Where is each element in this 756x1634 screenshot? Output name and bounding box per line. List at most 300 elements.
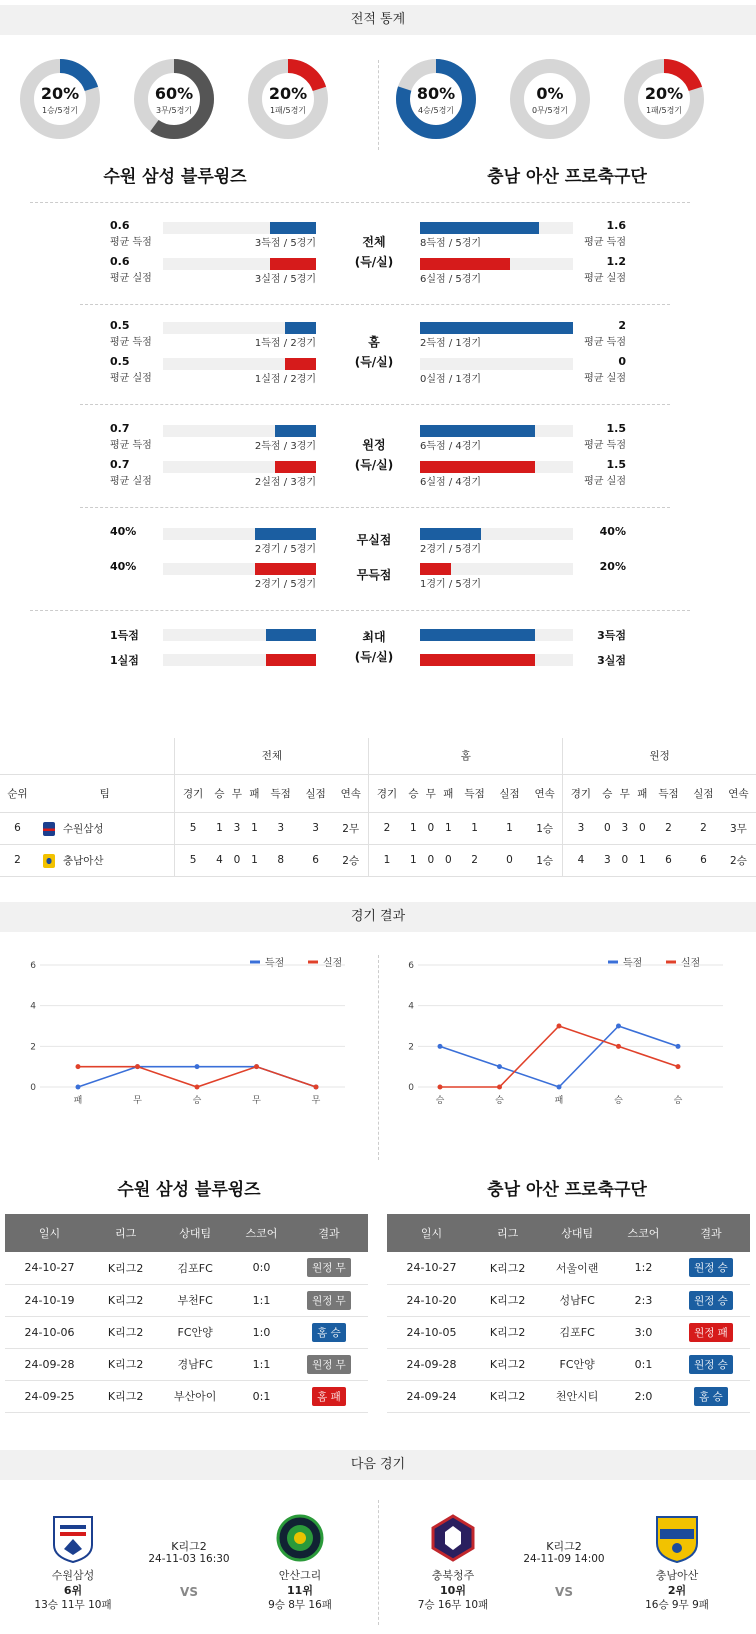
standings-cell: 0 [427, 822, 435, 834]
standings-cell: 1 [383, 854, 391, 866]
team-name: 수원삼성 [62, 822, 104, 835]
data-point [616, 1024, 621, 1029]
home-bar-caption: 2경기 / 5경기 [254, 544, 316, 555]
home-bar [266, 629, 316, 641]
home-bar-caption: 3실점 / 5경기 [254, 274, 316, 285]
x-tick-label: 무 [311, 1096, 321, 1106]
team-crest-icon [43, 822, 55, 836]
result-score: 2:0 [615, 1380, 672, 1412]
result-cell [672, 1284, 750, 1316]
home-bar-caption: 2경기 / 5경기 [254, 579, 316, 590]
standings-col-header: 패 [249, 787, 260, 800]
result-cell [672, 1348, 750, 1380]
donut-subtext: 1패/5경기 [645, 106, 683, 115]
home-form-chart [0, 940, 378, 1170]
result-cell [672, 1252, 750, 1284]
x-tick-label: 패 [73, 1096, 83, 1106]
home-max-value: 1실점 [110, 654, 139, 667]
x-tick-label: 승 [192, 1096, 202, 1106]
away-bar [420, 258, 510, 270]
result-date: 24-09-25 [5, 1380, 94, 1412]
standings-cell: 1 [638, 854, 646, 866]
away-team-title: 충남 아산 프로축구단 [487, 167, 647, 187]
away-stat-label: 평균 득점 [584, 440, 626, 451]
category-label: 최대 [362, 630, 386, 644]
standings-cell: 5 [189, 854, 197, 866]
result-row[interactable] [5, 1252, 368, 1284]
away-bar [420, 654, 535, 666]
series-line-scored [78, 1067, 316, 1087]
home-stat-value: 0.5 [110, 319, 130, 332]
divider [378, 1500, 379, 1625]
result-date: 24-09-28 [387, 1348, 476, 1380]
result-opp: FC안양 [539, 1348, 615, 1380]
standings-group-header: 홈 [369, 738, 563, 774]
result-league: K리그2 [476, 1316, 539, 1348]
x-tick-label: 무 [252, 1096, 261, 1106]
standings-cell: 3 [312, 822, 319, 834]
away-bar-caption: 6득점 / 4경기 [420, 441, 482, 452]
divider [80, 404, 670, 405]
result-score: 1:1 [233, 1284, 290, 1316]
result-opp: 서울이랜 [539, 1252, 615, 1284]
away-stat-value: 1.5 [606, 422, 626, 435]
legend-label: 득점 [265, 958, 285, 969]
result-league: K리그2 [476, 1380, 539, 1412]
data-point [254, 1064, 259, 1069]
donut-6 [624, 59, 704, 139]
result-opp: FC안양 [157, 1316, 233, 1348]
next2-league: K리그2 [546, 1540, 582, 1553]
result-row[interactable] [387, 1284, 750, 1316]
standings-cell: 0 [506, 854, 513, 866]
standings-col-header: 득점 [270, 787, 291, 800]
y-tick-label: 0 [30, 1083, 36, 1093]
home-stat-label: 평균 실점 [110, 273, 152, 284]
home-bar [255, 528, 316, 540]
away-stat-label: 평균 득점 [584, 237, 626, 248]
result-badge: 원정 무 [307, 1291, 351, 1310]
away-stat-value: 20% [599, 560, 626, 573]
y-tick-label: 2 [30, 1042, 36, 1053]
result-score: 2:3 [615, 1284, 672, 1316]
standings-cell: 2 [665, 822, 672, 834]
data-point [497, 1085, 502, 1090]
standings-cell: 4 [577, 854, 585, 866]
home-stat-value: 0.6 [110, 219, 130, 232]
away-results-title: 충남 아산 프로축구단 [487, 1180, 647, 1200]
home-bar [255, 563, 316, 575]
result-date: 24-10-27 [5, 1252, 94, 1284]
donut-subtext: 1패/5경기 [269, 106, 307, 115]
result-badge: 원정 승 [689, 1355, 733, 1374]
result-opp: 김포FC [539, 1316, 615, 1348]
results-col-header: 스코어 [615, 1214, 672, 1252]
result-league: K리그2 [476, 1252, 539, 1284]
standings-cell: 3 [603, 854, 611, 866]
result-row[interactable] [5, 1284, 368, 1316]
standings-cell: 2 [700, 822, 707, 834]
home-team-title: 수원 삼성 블루윙즈 [103, 167, 247, 187]
standings-cell: 2 [471, 854, 478, 866]
result-league: K리그2 [476, 1348, 539, 1380]
divider [80, 304, 670, 305]
result-score: 1:2 [615, 1252, 672, 1284]
rank-cell: 6 [14, 822, 21, 834]
result-badge: 원정 승 [689, 1291, 733, 1310]
away-bar [420, 563, 451, 575]
away-stat-label: 평균 실점 [584, 476, 626, 487]
home-bar-caption: 2득점 / 3경기 [254, 441, 316, 452]
result-score: 0:1 [615, 1348, 672, 1380]
away-bar [420, 629, 535, 641]
standings-cell: 4 [216, 854, 223, 866]
result-opp: 부산아이 [157, 1380, 233, 1412]
category-label: 무실점 [356, 533, 392, 547]
y-tick-label: 4 [408, 1001, 414, 1012]
legend-label: 실점 [681, 958, 701, 969]
next1-team2-rank: 11위 [287, 1584, 313, 1597]
standings-col-header: 실점 [305, 787, 326, 800]
next1-team1-record: 13승 11무 10패 [34, 1599, 112, 1611]
home-results-table [5, 1214, 368, 1413]
home-bar [275, 425, 316, 437]
result-badge: 홈 승 [312, 1323, 346, 1342]
standings-cell: 0 [638, 822, 646, 834]
result-opp: 천안시티 [539, 1380, 615, 1412]
category-sublabel: (득/실) [354, 355, 394, 369]
away-stat-value: 1.5 [606, 458, 626, 471]
home-stat-value: 0.6 [110, 255, 130, 268]
donut-subtext: 1승/5경기 [41, 106, 79, 115]
away-bar-caption: 0실점 / 1경기 [420, 374, 482, 385]
result-badge: 홈 승 [694, 1387, 728, 1406]
next1-league: K리그2 [171, 1540, 207, 1553]
home-bar-caption: 3득점 / 5경기 [254, 238, 316, 249]
result-cell [290, 1348, 368, 1380]
result-row[interactable] [387, 1380, 750, 1412]
home-stat-label: 평균 득점 [110, 440, 152, 451]
result-badge: 원정 무 [307, 1258, 351, 1277]
away-bar-caption: 2득점 / 1경기 [420, 338, 482, 349]
chart-legend [250, 956, 342, 969]
y-tick-label: 0 [408, 1083, 414, 1093]
home-stat-label: 평균 득점 [110, 237, 152, 248]
legend-label: 실점 [323, 958, 343, 969]
x-tick-label: 승 [673, 1096, 683, 1106]
data-point [195, 1064, 200, 1069]
standings-col-header: 승 [214, 787, 225, 800]
next2-team2-rank: 2위 [667, 1584, 687, 1597]
standings-col-header: 연속 [333, 774, 369, 812]
donut-subtext: 3무/5경기 [155, 106, 193, 115]
cheongju-logo-icon [429, 1514, 477, 1562]
chart-legend [608, 956, 700, 969]
result-score: 1:1 [233, 1348, 290, 1380]
donut-percent: 80% [416, 84, 456, 103]
standings-col-header: 연속 [728, 787, 749, 800]
next1-datetime: 24-11-03 16:30 [148, 1553, 230, 1565]
result-row[interactable] [387, 1252, 750, 1284]
home-stat-value: 0.7 [110, 458, 130, 471]
home-bar [270, 222, 316, 234]
standings-cell: 1 [251, 822, 258, 834]
standings-col-header: 득점 [658, 787, 679, 800]
divider [80, 507, 670, 508]
standings-cell: 1승 [527, 844, 563, 876]
result-row[interactable] [5, 1380, 368, 1412]
team-crest-icon [43, 854, 55, 868]
standings-cell: 0 [603, 822, 611, 834]
results-col-header: 상대팀 [157, 1214, 233, 1252]
away-form-chart [378, 940, 756, 1170]
standings-cell: 3 [577, 822, 585, 834]
away-bar-caption: 6실점 / 4경기 [420, 477, 482, 488]
donut-percent: 20% [644, 84, 684, 103]
standings-cell: 2승 [730, 854, 747, 867]
away-results-table [387, 1214, 750, 1413]
donut-percent: 0% [536, 84, 564, 103]
next1-team2-name: 안산그리 [278, 1569, 322, 1582]
next2-team1-name: 충북청주 [431, 1569, 475, 1582]
away-stat-label: 평균 득점 [584, 337, 626, 348]
away-stat-label: 평균 실점 [584, 373, 626, 384]
standings-cell: 1승 [527, 812, 563, 844]
data-point [135, 1064, 140, 1069]
home-bar [266, 654, 316, 666]
standings-col-header: 연속 [527, 774, 563, 812]
away-bar [420, 425, 535, 437]
category-sublabel: (득/실) [354, 650, 394, 664]
data-point [438, 1085, 443, 1090]
result-badge: 원정 승 [689, 1258, 733, 1277]
next2-team2-record: 16승 9무 9패 [645, 1599, 709, 1611]
standings-col-header: 경기 [570, 787, 592, 800]
result-score: 0:1 [233, 1380, 290, 1412]
y-tick-label: 4 [30, 1001, 36, 1012]
away-stat-value: 0 [618, 355, 626, 368]
result-date: 24-09-28 [5, 1348, 94, 1380]
away-max-value: 3실점 [597, 654, 626, 667]
next1-vs: VS [180, 1585, 198, 1599]
result-row[interactable] [5, 1348, 368, 1380]
away-bar [420, 461, 535, 473]
stats-section-header: 전적 통계 [0, 5, 756, 35]
divider [378, 60, 379, 150]
result-cell [672, 1316, 750, 1348]
standings-col-header: 득점 [464, 787, 485, 800]
home-bar [285, 358, 316, 370]
x-tick-label: 패 [554, 1096, 564, 1106]
away-bar [420, 322, 573, 334]
data-point [314, 1085, 319, 1090]
away-stat-value: 2 [618, 319, 626, 332]
standings-cell: 1 [251, 854, 258, 866]
standings-cell: 3 [233, 822, 241, 834]
standings-cell: 0 [621, 854, 629, 866]
standings-cell: 1 [471, 822, 478, 834]
next1-team2-record: 9승 8무 16패 [268, 1599, 332, 1611]
data-point [76, 1085, 81, 1090]
team-name: 충남아산 [62, 854, 104, 867]
standings-cell: 1 [216, 822, 223, 834]
standings-cell: 2 [383, 822, 391, 834]
category-label: 무득점 [356, 568, 392, 582]
result-score: 0:0 [233, 1252, 290, 1284]
standings-col-header: 패 [637, 787, 648, 800]
result-row[interactable] [387, 1348, 750, 1380]
ansan-logo-icon [276, 1514, 324, 1562]
result-date: 24-10-19 [5, 1284, 94, 1316]
result-date: 24-10-06 [5, 1316, 94, 1348]
standings-cell: 8 [277, 854, 284, 866]
home-stat-label: 평균 실점 [110, 373, 152, 384]
donut-3 [248, 59, 328, 139]
data-point [497, 1064, 502, 1069]
donut-subtext: 0무/5경기 [531, 106, 569, 115]
standings-cell: 2승 [333, 844, 369, 876]
result-opp: 김포FC [157, 1252, 233, 1284]
home-stat-label: 평균 득점 [110, 337, 152, 348]
standings-cell: 6 [700, 854, 707, 866]
category-sublabel: (득/실) [354, 458, 394, 472]
data-point [557, 1085, 562, 1090]
next2-team1-rank: 10위 [440, 1584, 466, 1597]
y-tick-label: 6 [408, 961, 414, 971]
result-cell [290, 1252, 368, 1284]
result-badge: 원정 패 [689, 1323, 733, 1342]
result-opp: 경남FC [157, 1348, 233, 1380]
results-col-header: 결과 [290, 1214, 368, 1252]
donut-subtext: 4승/5경기 [417, 106, 455, 115]
next2-team2-name: 충남아산 [655, 1569, 699, 1582]
category-label: 홈 [368, 335, 380, 349]
result-badge: 홈 패 [312, 1387, 346, 1406]
data-point [76, 1064, 81, 1069]
series-line-conceded [440, 1026, 678, 1087]
result-badge: 원정 무 [307, 1355, 351, 1374]
result-cell [672, 1380, 750, 1412]
category-label: 전체 [362, 235, 386, 249]
standings-col-header: 무 [619, 787, 630, 800]
standings-cell: 6 [665, 854, 672, 866]
next2-team1-record: 7승 16무 10패 [417, 1599, 489, 1611]
home-bar [275, 461, 316, 473]
standings-row[interactable] [0, 812, 756, 844]
standings-cell: 3무 [730, 822, 747, 835]
result-score: 1:0 [233, 1316, 290, 1348]
home-stat-value: 0.5 [110, 355, 130, 368]
standings-cell: 5 [189, 822, 197, 834]
home-stat-value: 40% [110, 525, 137, 538]
results-col-header: 상대팀 [539, 1214, 615, 1252]
x-tick-label: 승 [614, 1096, 623, 1106]
away-max-value: 3득점 [597, 629, 626, 642]
standings-col-header: 무 [425, 787, 436, 800]
results-col-header: 리그 [94, 1214, 157, 1252]
suwon-logo-icon [52, 1515, 94, 1563]
home-bar [270, 258, 316, 270]
away-bar-caption: 2경기 / 5경기 [420, 544, 482, 555]
result-row[interactable] [387, 1316, 750, 1348]
next2-datetime: 24-11-09 14:00 [523, 1553, 605, 1565]
result-opp: 부천FC [157, 1284, 233, 1316]
away-stat-value: 40% [599, 525, 626, 538]
next1-team1-rank: 6위 [63, 1584, 83, 1597]
away-bar-caption: 8득점 / 5경기 [420, 238, 482, 249]
x-tick-label: 무 [133, 1096, 142, 1106]
legend-label: 득점 [623, 958, 643, 969]
result-date: 24-10-05 [387, 1316, 476, 1348]
data-point [616, 1044, 621, 1049]
home-results-title: 수원 삼성 블루윙즈 [117, 1180, 261, 1200]
standings-cell: 0 [427, 854, 435, 866]
standings-group-header: 전체 [175, 738, 369, 774]
result-date: 24-09-24 [387, 1380, 476, 1412]
standings-col-header: 승 [602, 787, 613, 800]
home-stat-value: 0.7 [110, 422, 130, 435]
result-league: K리그2 [94, 1316, 157, 1348]
home-bar-caption: 2실점 / 3경기 [254, 477, 316, 488]
result-league: K리그2 [94, 1380, 157, 1412]
standings-col-header: 패 [443, 787, 454, 800]
results-col-header: 결과 [672, 1214, 750, 1252]
standings-row[interactable] [0, 844, 756, 876]
series-line-conceded [78, 1067, 316, 1087]
home-max-value: 1득점 [110, 629, 139, 642]
result-score: 3:0 [615, 1316, 672, 1348]
result-league: K리그2 [94, 1284, 157, 1316]
divider [30, 610, 690, 611]
standings-col-header: 경기 [376, 787, 398, 800]
result-date: 24-10-27 [387, 1252, 476, 1284]
standings-cell: 3 [621, 822, 629, 834]
rank-cell: 2 [14, 854, 21, 866]
data-point [676, 1044, 681, 1049]
result-cell [290, 1380, 368, 1412]
data-point [676, 1064, 681, 1069]
donut-5 [510, 59, 590, 139]
standings-table [0, 738, 756, 877]
data-point [195, 1085, 200, 1090]
y-tick-label: 2 [408, 1042, 414, 1053]
home-stat-value: 40% [110, 560, 137, 573]
away-stat-label: 평균 실점 [584, 273, 626, 284]
standings-cell: 2무 [333, 812, 369, 844]
results-col-header: 일시 [387, 1214, 476, 1252]
home-bar [285, 322, 316, 334]
result-row[interactable] [5, 1316, 368, 1348]
donut-percent: 20% [268, 84, 308, 103]
away-bar-caption: 1경기 / 5경기 [420, 579, 482, 590]
home-stat-label: 평균 실점 [110, 476, 152, 487]
result-date: 24-10-20 [387, 1284, 476, 1316]
donut-2 [134, 59, 214, 139]
donut-percent: 60% [154, 84, 194, 103]
result-league: K리그2 [476, 1284, 539, 1316]
standings-col-header: 팀 [35, 774, 175, 812]
results-col-header: 일시 [5, 1214, 94, 1252]
standings-col-header: 경기 [182, 787, 204, 800]
results-col-header: 스코어 [233, 1214, 290, 1252]
standings-cell: 6 [312, 854, 319, 866]
donut-1 [20, 59, 100, 139]
away-stat-value: 1.2 [606, 255, 626, 268]
category-label: 원정 [362, 438, 386, 452]
divider [378, 955, 379, 1160]
away-bar-caption: 6실점 / 5경기 [420, 274, 482, 285]
divider [30, 202, 690, 203]
